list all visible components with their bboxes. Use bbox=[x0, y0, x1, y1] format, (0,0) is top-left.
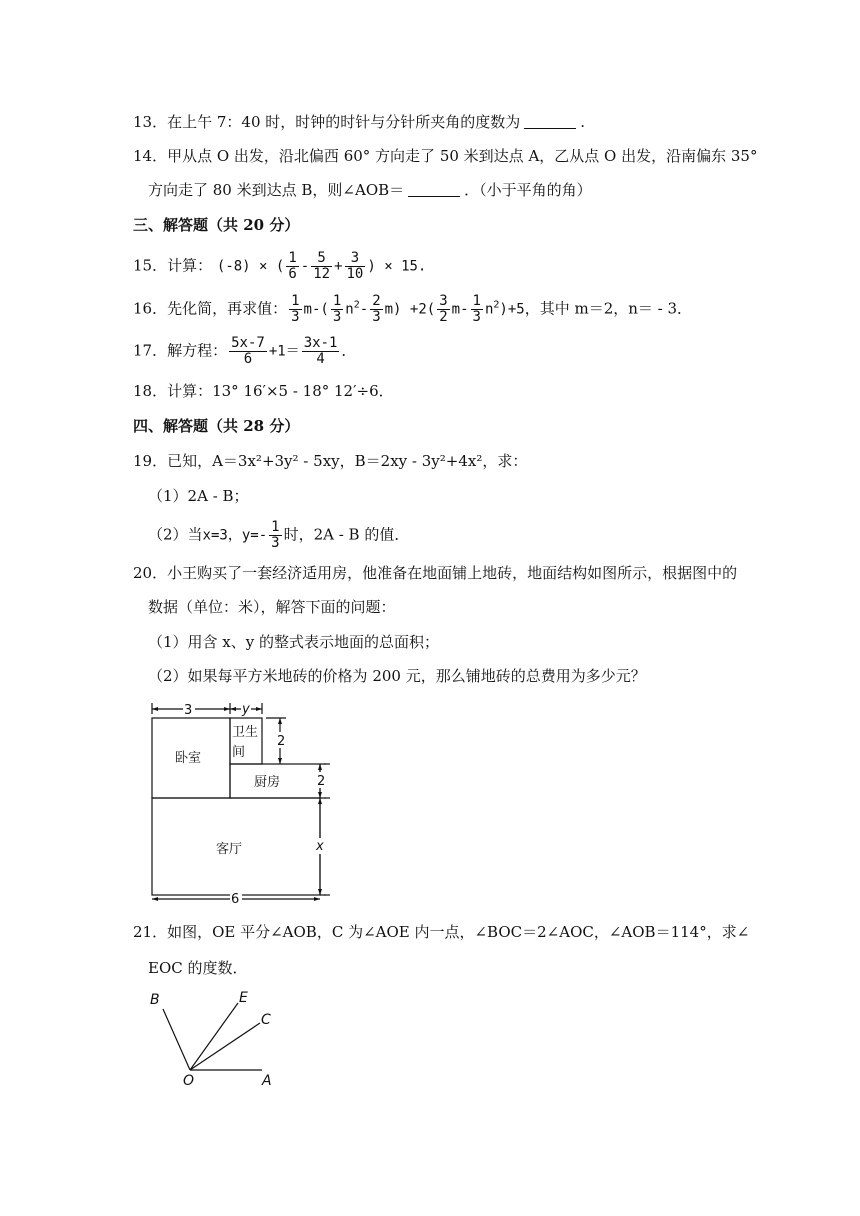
fraction: $\frac{1}{3}$ bbox=[332, 293, 342, 325]
question-21-line1: 21．如图，OE 平分∠AOB，C 为∠AOE 内一点，∠BOC＝2∠AOC，∠AOB＝114°，求∠ bbox=[133, 923, 750, 941]
ray-OC bbox=[190, 1023, 260, 1070]
question-17: 17．解方程： $\frac{5x-7}{6}$ +1＝ $\frac{3x-1}{4}$ ． bbox=[133, 335, 357, 367]
section-4-heading: 四、解答题（共 28 分） bbox=[133, 417, 300, 435]
question-15: 15．计算： (-8) × ( $\frac{1}{6}$ - $\frac{5}{12}$ + $\frac{3}{10}$ ) × 15. bbox=[133, 250, 427, 282]
question-16: 16．先化简，再求值： $\frac{1}{3}$ m-( $\frac{1}{3}$ $n^2-$ $\frac{2}{3}$ m) +2( $\frac{3}{2}$ m- $\frac{1}{3}$ $n^2)+5$，其中 m＝2，n＝ - 3． bbox=[133, 293, 693, 325]
fraction: $\frac{5}{12}$ bbox=[313, 250, 331, 282]
question-13: 13．在上午 7：40 时，时钟的时针与分针所夹角的度数为 . bbox=[133, 113, 586, 131]
question-20-line1: 20．小王购买了一套经济适用房，他准备在地面铺上地砖，地面结构如图所示，根据图中的 bbox=[133, 564, 738, 582]
fraction: $\frac{2}{3}$ bbox=[372, 293, 381, 325]
dim-2-bath: 2 bbox=[277, 734, 286, 749]
bathroom-label-2: 间 bbox=[232, 745, 246, 760]
section-3-heading: 三、解答题（共 20 分） bbox=[133, 216, 300, 234]
dim-6: 6 bbox=[231, 892, 240, 905]
question-19: 19．已知，A＝3x²+3y² - 5xy，B＝2xy - 3y²+4x²，求： bbox=[133, 452, 528, 470]
label-A: A bbox=[262, 1073, 272, 1089]
fraction: $\frac{3x-1}{4}$ bbox=[303, 335, 338, 367]
fraction: $\frac{3}{10}$ bbox=[346, 250, 364, 282]
question-19-part-1: （1）2A - B； bbox=[148, 487, 249, 505]
ray-OE bbox=[190, 1003, 238, 1070]
fraction: $\frac{1}{6}$ bbox=[288, 250, 297, 282]
angle-figure bbox=[140, 985, 290, 1090]
label-C: C bbox=[261, 1012, 271, 1028]
bathroom-label-1: 卫生 bbox=[232, 725, 259, 740]
question-14-line1: 14．甲从点 O 出发，沿北偏西 60° 方向走了 50 米到达点 A，乙从点 O 出发，沿南偏东 35° bbox=[133, 147, 758, 165]
question-20-line2: 数据（单位：米），解答下面的问题： bbox=[148, 598, 396, 616]
label-E: E bbox=[239, 990, 248, 1006]
dim-y: y bbox=[242, 702, 250, 717]
bedroom-label: 卧室 bbox=[175, 751, 202, 766]
question-19-part-2: （2）当x=3，y=- $\frac{1}{3}$ 时，2A - B 的值． bbox=[148, 519, 410, 551]
ray-OB bbox=[163, 1009, 190, 1070]
kitchen-label: 厨房 bbox=[254, 775, 281, 790]
fraction: $\frac{1}{3}$ bbox=[271, 519, 280, 551]
dim-3: 3 bbox=[184, 703, 193, 718]
fraction: $\frac{1}{3}$ bbox=[291, 293, 300, 325]
question-20-part-1: （1）用含 x、y 的整式表示地面的总面积； bbox=[148, 633, 440, 651]
label-B: B bbox=[150, 992, 160, 1008]
floor-plan-figure bbox=[140, 700, 340, 905]
fraction: $\frac{3}{2}$ bbox=[439, 293, 448, 325]
fraction: $\frac{1}{3}$ bbox=[472, 293, 481, 325]
answer-blank[interactable] bbox=[524, 114, 576, 129]
question-18: 18．计算：13° 16′×5 - 18° 12′÷6． bbox=[133, 382, 394, 400]
dim-2-kitchen: 2 bbox=[317, 774, 326, 789]
label-O: O bbox=[183, 1073, 195, 1089]
question-14-line2: 方向走了 80 米到达点 B，则∠AOB＝ ．（小于平角的角） bbox=[148, 181, 592, 199]
answer-blank[interactable] bbox=[408, 182, 460, 197]
fraction: $\frac{5x-7}{6}$ bbox=[231, 335, 265, 367]
living-room-label: 客厅 bbox=[216, 842, 243, 857]
question-21-line2: EOC 的度数． bbox=[148, 959, 248, 977]
question-20-part-2: （2）如果每平方米地砖的价格为 200 元，那么铺地砖的总费用为多少元？ bbox=[148, 667, 646, 685]
dim-x: x bbox=[316, 839, 324, 854]
